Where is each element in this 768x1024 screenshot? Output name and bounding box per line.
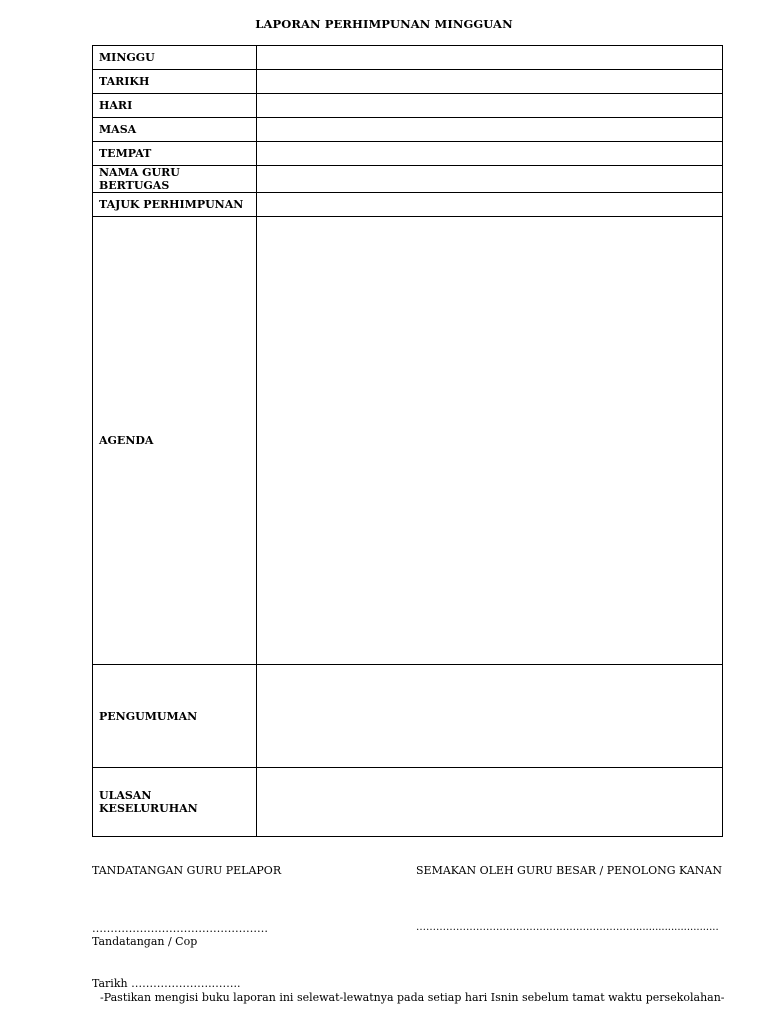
reporter-signature-line[interactable]: ………………………………………… <box>92 922 268 935</box>
row-label: TAJUK PERHIMPUNAN <box>93 193 257 217</box>
masa-field[interactable] <box>257 118 723 142</box>
agenda-field[interactable] <box>257 217 723 665</box>
report-form-table <box>92 45 723 837</box>
date-line[interactable]: Tarikh ………………….…….. <box>92 977 241 990</box>
form-row-nama-guru-bertugas <box>93 166 723 193</box>
row-label: TEMPAT <box>93 142 257 166</box>
row-label: HARI <box>93 94 257 118</box>
row-label: AGENDA <box>93 217 257 665</box>
reviewer-signature-line[interactable]: ………………………………………………………….......................... <box>416 922 719 933</box>
reviewer-signature-heading: SEMAKAN OLEH GURU BESAR / PENOLONG KANAN <box>416 864 722 877</box>
form-row-hari <box>93 94 723 118</box>
form-row-agenda <box>93 217 723 665</box>
row-label: MINGGU <box>93 46 257 70</box>
row-label: ULASAN KESELURUHAN <box>93 768 257 837</box>
minggu-field[interactable] <box>257 46 723 70</box>
form-row-minggu <box>93 46 723 70</box>
form-row-ulasan-keseluruhan <box>93 768 723 837</box>
form-row-masa <box>93 118 723 142</box>
hari-field[interactable] <box>257 94 723 118</box>
form-row-tajuk-perhimpunan <box>93 193 723 217</box>
signature-stamp-caption: Tandatangan / Cop <box>92 935 198 948</box>
reporter-signature-heading: TANDATANGAN GURU PELAPOR <box>92 864 282 877</box>
tempat-field[interactable] <box>257 142 723 166</box>
document-title: LAPORAN PERHIMPUNAN MINGGUAN <box>255 17 513 31</box>
form-row-pengumuman <box>93 665 723 768</box>
row-label: MASA <box>93 118 257 142</box>
tarikh-field[interactable] <box>257 70 723 94</box>
row-label: TARIKH <box>93 70 257 94</box>
form-row-tempat <box>93 142 723 166</box>
tajuk-perhimpunan-field[interactable] <box>257 193 723 217</box>
form-row-tarikh <box>93 70 723 94</box>
row-label: PENGUMUMAN <box>93 665 257 768</box>
submission-note: -Pastikan mengisi buku laporan ini selewat-lewatnya pada setiap hari Isnin sebelum tamat waktu persekolahan- <box>100 991 725 1004</box>
pengumuman-field[interactable] <box>257 665 723 768</box>
nama-guru-bertugas-field[interactable] <box>257 166 723 193</box>
ulasan-keseluruhan-field[interactable] <box>257 768 723 837</box>
row-label: NAMA GURU BERTUGAS <box>93 166 257 193</box>
